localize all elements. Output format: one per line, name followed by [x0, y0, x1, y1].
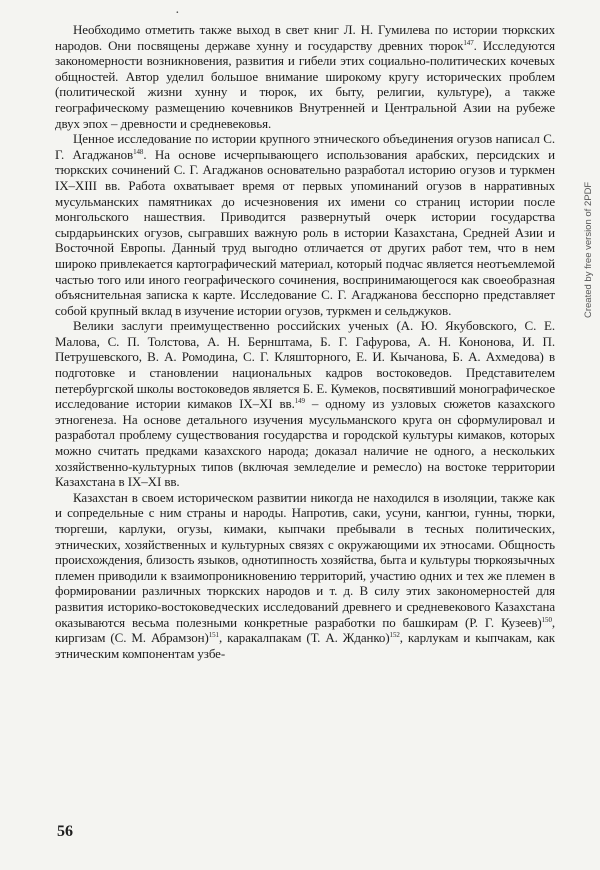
paragraph-text: Казахстан в своем историческом развитии никогда не находился в изоляции, также как и сопредельные с ним страны и народы. Напротив, саки, усуни, кангюи, гунны, тюрки, тюргеши, карлуки, огузы, кимаки, кыпчаки пребывали в тесных политических, этнических, хозяйственных и культурных связях с окружающими их этносами. Общность происхождения, близость языков, однотипность хозяйства, быта и культуры тюркоязычных племен приводили к взаимопроникновению территорий, участию одних и тех же племен в формировании различных тюркских народов и т. д. В силу этих закономерностей для развития историко-востоковедческих исследований древнего и средневекового Казахстана оказываются весьма полезными конкретные разработки по башкирам (Р. Г. Кузеев) — [55, 489, 555, 630]
paragraph-text: , карлукам и кыпчакам, как этническим компонентам узбе- — [55, 630, 555, 661]
paragraph-text: – одному из узловых сюжетов казахского этногенеза. На основе детального изучения мусульманского круга он сформулировал и разработал проблему существования государства и городской культуры кимаков, которых можно считать предками казахского народа; доказал наличие не одного, а нескольких хозяйственно-культурных типов (включая земледелие и ремесло) на востоке территории Казахстана в IX–XI вв. — [55, 396, 555, 490]
paragraph — [55, 318, 555, 490]
scan-mark: · — [175, 6, 180, 21]
paragraph-text: , каракалпакам (Т. А. Жданко) — [218, 630, 390, 646]
paragraph-text: Необходимо отметить также выход в свет книг Л. Н. Гумилева по истории тюркских народов. Они посвящены державе хунну и государству древних тюрок — [55, 22, 555, 53]
paragraph-text: . На основе исчерпывающего использования арабских, персидских и тюркских сочинений С. Г. Агаджанов основательно разработал историю огузов и туркмен IX–XIII вв. Работа охватывает время от первых упоминаний огузов в нарративных мусульманских памятниках до исчезновения их имени со страниц истории после монгольского нашествия. Приводится развернутый очерк истории государства сырдарьинских огузов, сыгравших важную роль в истории Казахстана, Средней Азии и Восточной Европы. Данный труд выгодно отличается от других работ тем, что в нем широко привлекается картографический материал, который подчас является неотъемлемой частью того или иного географического сочинения, воспринимающегося как своеобразная объяснительная записка к карте. Исследование С. Г. Агаджанова бесспорно представляет собой крупный вклад в изучение истории огузов, туркмен и сельджуков. — [55, 146, 555, 318]
footnote-ref: 151 — [208, 631, 219, 640]
paragraph — [55, 22, 555, 131]
footnote-ref: 152 — [389, 631, 400, 640]
paragraph-text: Велики заслуги преимущественно российских ученых (А. Ю. Якубовского, С. Е. Малова, С. П. Толстова, А. Н. Бернштама, Б. Г. Гафурова, А. Н. Кононова, И. П. Петрушевского, В. А. Ромодина, С. Г. Кляшторного, Е. И. Кычанова, Б. А. Ахмедова) в подготовке и становлении национальных кадров востоковедов. Представителем петербургской школы востоковедов является Б. Е. Кумеков, посвятивший монографическое исследование истории кимаков IX–XI вв. — [55, 318, 555, 412]
footnote-ref: 147 — [463, 38, 474, 47]
paragraph-text: . Исследуются закономерности возникновения, развития и гибели этих социально-политических кочевых общностей. Автор уделил большое внимание широкому кругу исторических проблем (политической жизни хунну и тюрок, их быту, религии, культуре), а также географическому размещению кочевников Внутренней и Центральной Азии на рубеже двух эпох – древности и средневековья. — [55, 37, 555, 131]
page-number: 56 — [57, 823, 73, 840]
paragraph-text: Ценное исследование по истории крупного этнического объединения огузов написал С. Г. Агаджанов — [55, 131, 555, 162]
paragraph — [55, 490, 555, 662]
footnote-ref: 149 — [294, 397, 305, 406]
watermark: Created by free version of 2PDF — [583, 181, 594, 318]
body-text — [55, 22, 555, 661]
footnote-ref: 148 — [133, 147, 144, 156]
footnote-ref: 150 — [541, 615, 552, 624]
paragraph-text: , киргизам (С. М. Абрамзон) — [55, 614, 555, 646]
paragraph — [55, 131, 555, 318]
